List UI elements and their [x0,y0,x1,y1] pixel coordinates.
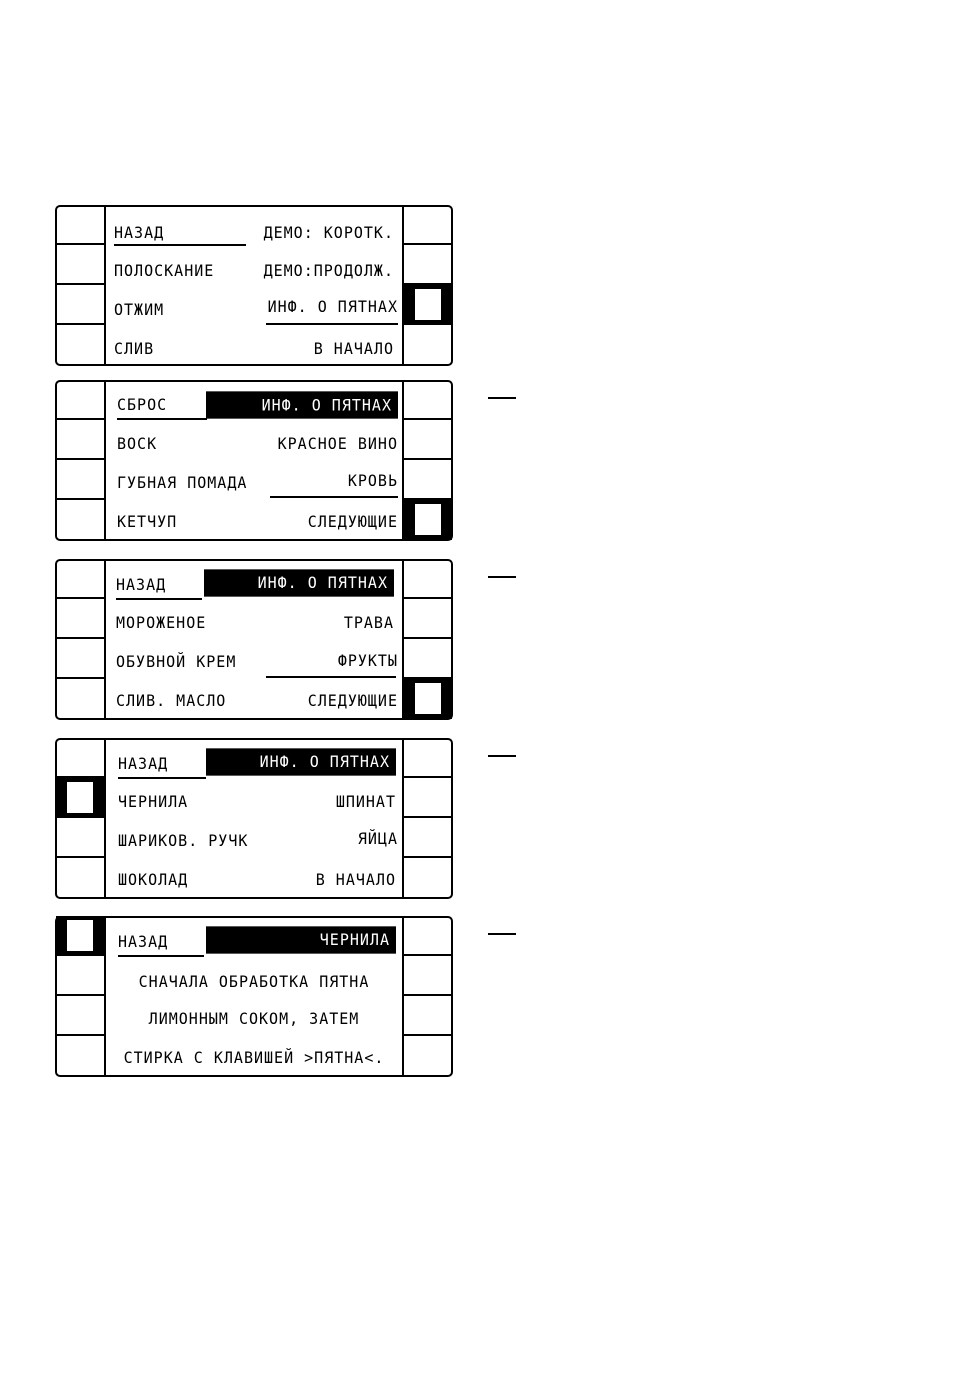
right-key-3[interactable] [404,639,452,679]
menu-item-lipstick: ГУБНАЯ ПОМАДА [117,473,248,493]
right-key-3[interactable] [404,818,452,858]
info-message-line-3: СТИРКА С КЛАВИШЕЙ >ПЯТНА<. [123,1048,385,1068]
screen-title-highlight: ЧЕРНИЛА [206,926,396,953]
menu-item-back: НАЗАД [118,754,169,774]
left-key-3[interactable] [56,285,104,325]
left-key-2[interactable] [56,956,104,996]
menu-item-butter: СЛИВ. МАСЛО [116,691,227,711]
right-key-4[interactable] [404,1036,452,1076]
left-key-1-pressed[interactable] [56,916,104,956]
display-panel-4 [55,738,453,899]
menu-item-home: В НАЧАЛО [315,870,396,890]
screen-title-highlight: ИНФ. О ПЯТНАХ [206,748,396,775]
menu-item-eggs: ЯЙЦА [357,829,398,849]
lcd-screen [104,205,404,366]
left-key-4[interactable] [56,325,104,365]
right-key-2[interactable] [404,599,452,639]
left-key-2[interactable] [56,420,104,460]
right-key-1[interactable] [404,205,452,245]
right-key-2[interactable] [404,956,452,996]
right-key-3-pressed[interactable] [404,285,452,325]
right-key-4-pressed[interactable] [404,500,452,540]
left-key-3[interactable] [56,996,104,1036]
left-key-1[interactable] [56,559,104,599]
menu-item-blood: КРОВЬ [347,471,398,491]
menu-item-shoe-polish: ОБУВНОЙ КРЕМ [116,652,237,672]
menu-item-back: НАЗАД [114,223,165,243]
menu-item-demo-long: ДЕМО:ПРОДОЛЖ. [263,261,394,281]
menu-item-ballpoint-pen: ШАРИКОВ. РУЧК [118,831,249,851]
underline [266,676,396,678]
menu-item-grass: ТРАВА [343,613,394,633]
lcd-screen [104,916,404,1077]
left-key-3[interactable] [56,639,104,679]
menu-item-next: СЛЕДУЮЩИЕ [307,691,398,711]
left-key-3[interactable] [56,818,104,858]
display-panel-3 [55,559,453,720]
underline [118,955,204,957]
underline [114,244,246,246]
underline [266,323,398,325]
menu-item-back: НАЗАД [116,575,167,595]
callout-line [488,397,516,399]
underline [118,777,206,779]
right-key-4-pressed[interactable] [404,679,452,719]
underline [116,598,202,600]
menu-item-rinse: ПОЛОСКАНИЕ [114,261,215,281]
screen-title-highlight: ИНФ. О ПЯТНАХ [206,391,398,418]
right-key-4[interactable] [404,858,452,898]
lcd-screen [104,559,404,720]
display-panel-2 [55,380,453,541]
menu-item-next: СЛЕДУЮЩИЕ [307,512,398,532]
callout-line [488,576,516,578]
menu-item-demo-short: ДЕМО: КОРОТК. [263,223,394,243]
left-key-1[interactable] [56,205,104,245]
menu-item-back: НАЗАД [118,932,169,952]
display-panel-5 [55,916,453,1077]
menu-item-ketchup: КЕТЧУП [117,512,178,532]
right-key-2[interactable] [404,420,452,460]
lcd-screen [104,380,404,541]
left-key-4[interactable] [56,858,104,898]
menu-item-drain: СЛИВ [114,339,155,359]
menu-item-fruit: ФРУКТЫ [337,651,398,671]
right-key-2[interactable] [404,778,452,818]
menu-item-reset: СБРОС [117,395,168,415]
right-key-4[interactable] [404,325,452,365]
menu-item-ink: ЧЕРНИЛА [118,792,189,812]
callout-line [488,755,516,757]
menu-item-chocolate: ШОКОЛАД [118,870,189,890]
menu-item-wax: ВОСК [117,434,158,454]
left-key-2[interactable] [56,599,104,639]
right-key-1[interactable] [404,380,452,420]
right-key-1[interactable] [404,738,452,778]
right-key-3[interactable] [404,460,452,500]
callout-line [488,933,516,935]
lcd-screen [104,738,404,899]
info-message-line-1: СНАЧАЛА ОБРАБОТКА ПЯТНА [138,972,370,992]
menu-item-ice-cream: МОРОЖЕНОЕ [116,613,207,633]
underline [117,418,207,420]
menu-item-spinach: ШПИНАТ [335,792,396,812]
right-key-3[interactable] [404,996,452,1036]
left-key-4[interactable] [56,679,104,719]
left-key-1[interactable] [56,380,104,420]
menu-item-stain-info: ИНФ. О ПЯТНАХ [267,297,398,317]
info-message-line-2: ЛИМОННЫМ СОКОМ, ЗАТЕМ [148,1009,360,1029]
menu-item-spin: ОТЖИМ [114,300,165,320]
left-key-4[interactable] [56,1036,104,1076]
right-key-2[interactable] [404,245,452,285]
screen-title-highlight: ИНФ. О ПЯТНАХ [204,569,394,596]
left-key-2-pressed[interactable] [56,778,104,818]
left-key-2[interactable] [56,245,104,285]
menu-item-red-wine: КРАСНОЕ ВИНО [277,434,398,454]
left-key-3[interactable] [56,460,104,500]
left-key-4[interactable] [56,500,104,540]
left-key-1[interactable] [56,738,104,778]
display-panel-1 [55,205,453,366]
right-key-1[interactable] [404,559,452,599]
underline [270,496,398,498]
menu-item-home: В НАЧАЛО [313,339,394,359]
right-key-1[interactable] [404,916,452,956]
